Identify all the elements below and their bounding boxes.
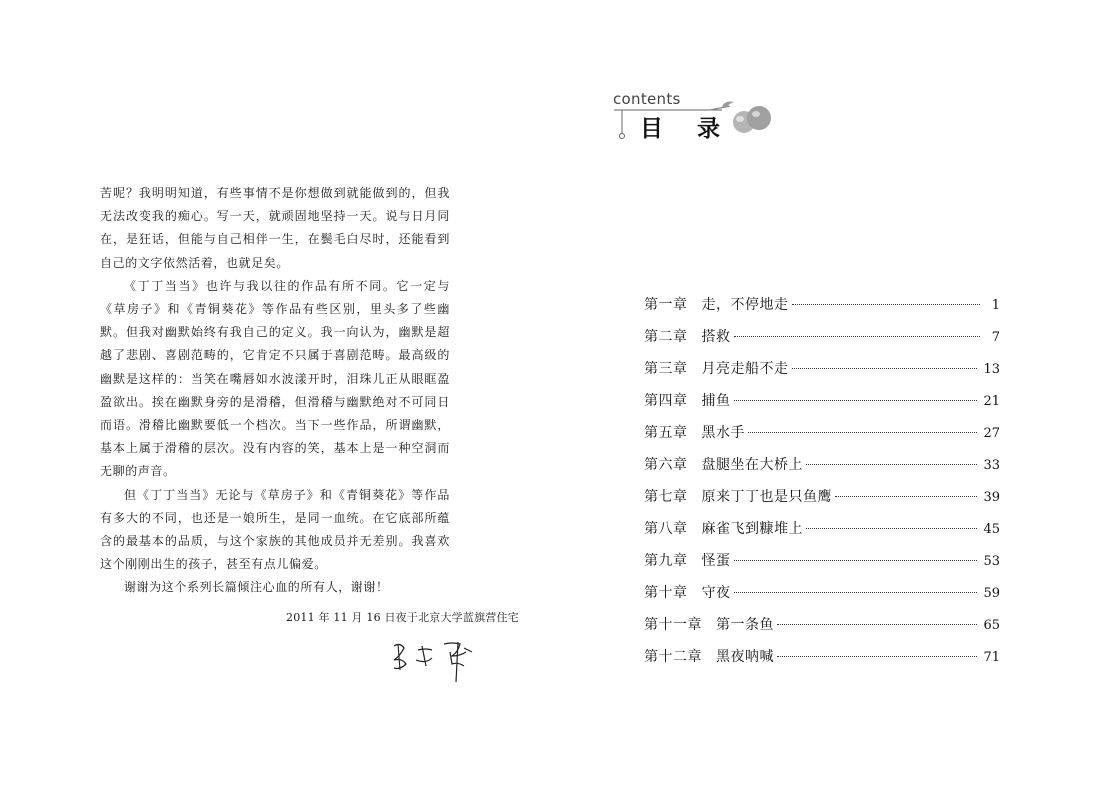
toc-page-number: 65 (983, 618, 1000, 633)
toc-leader (792, 303, 981, 305)
toc-leader (777, 623, 977, 625)
toc-leader (734, 559, 978, 561)
toc-chapter: 第十章 (644, 585, 688, 601)
toc-chapter: 第六章 (644, 457, 688, 473)
toc-title: 走，不停地走 (701, 297, 789, 313)
toc-entry[interactable] (644, 614, 1000, 646)
toc-chapter: 第十二章 (644, 649, 702, 665)
toc-leader (734, 335, 981, 337)
toc-title: 月亮走船不走 (701, 361, 789, 377)
toc-entry[interactable] (644, 390, 1000, 422)
page-title: 目 录 (640, 115, 734, 142)
essay-paragraph: 但《丁丁当当》无论与《草房子》和《青铜葵花》等作品有多大的不同，也还是一娘所生，是同一血统。在它底部所蕴含的最基本的品质，与这个家族的其他成员并无差别。我喜欢这个刚刚出生的孩子，甚至有点儿偏爱。 (100, 487, 450, 572)
toc-leader (734, 399, 978, 401)
toc-page-number: 7 (991, 330, 1000, 345)
toc-chapter: 第二章 (644, 329, 688, 345)
toc-page-number: 27 (983, 426, 1000, 441)
toc-entry[interactable] (644, 550, 1000, 582)
toc-entry[interactable] (644, 486, 1000, 518)
table-of-contents (644, 294, 1000, 678)
toc-chapter: 第八章 (644, 521, 688, 537)
toc-page-number: 39 (983, 490, 1000, 505)
toc-title: 守夜 (701, 585, 731, 601)
toc-page-number: 1 (991, 298, 1000, 313)
essay-paragraph: 《丁丁当当》也许与我以往的作品有所不同。它一定与《草房子》和《青铜葵花》等作品有些区别，里头多了些幽默。但我对幽默始终有我自己的定义。我一向认为，幽默是超越了悲剧、喜剧范畴的，它肯定不只属于喜剧范畴。最高级的幽默是这样的：当笑在嘴唇如水波漾开时，泪珠儿正从眼眶盈盈欲出。挨在幽默身旁的是滑稽，但滑稽与幽默绝对不可同日而语。滑稽比幽默要低一个档次。当下一些作品，所谓幽默，基本上属于滑稽的层次。没有内容的笑，基本上是一种空洞而无聊的声音。 (100, 278, 450, 479)
toc-leader (777, 655, 977, 657)
toc-chapter: 第七章 (644, 489, 688, 505)
toc-chapter: 第一章 (644, 297, 688, 313)
toc-page-number: 71 (983, 650, 1000, 665)
contents-label: contents (613, 90, 681, 108)
toc-title: 第一条鱼 (716, 617, 774, 633)
toc-title: 搭救 (701, 329, 731, 345)
toc-entry[interactable] (644, 326, 1000, 358)
toc-page-number: 53 (983, 554, 1000, 569)
toc-chapter: 第九章 (644, 553, 688, 569)
toc-entry[interactable] (644, 422, 1000, 454)
toc-leader (835, 495, 977, 497)
toc-entry[interactable] (644, 294, 1000, 326)
right-page (548, 0, 1096, 786)
toc-chapter: 第十一章 (644, 617, 702, 633)
toc-entry[interactable] (644, 646, 1000, 678)
toc-header (610, 88, 780, 144)
toc-page-number: 59 (983, 586, 1000, 601)
toc-title: 捕鱼 (701, 393, 731, 409)
toc-title: 盘腿坐在大桥上 (701, 457, 803, 473)
date-line: 2011 年 11 月 16 日夜于北京大学蓝旗营住宅 (286, 611, 519, 624)
toc-page-number: 33 (983, 458, 1000, 473)
toc-leader (748, 431, 977, 433)
toc-entry[interactable] (644, 454, 1000, 486)
toc-entry[interactable] (644, 358, 1000, 390)
toc-page-number: 21 (983, 394, 1000, 409)
essay-paragraph: 苦呢？我明明知道，有些事情不是你想做到就能做到的，但我无法改变我的痴心。写一天，就顽固地坚持一天。说与日月同在，是狂话，但能与自己相伴一生，在鬓毛白尽时，还能看到自己的文字依然活着，也就足矣。 (100, 186, 450, 270)
toc-entry[interactable] (644, 518, 1000, 550)
toc-title: 原来丁丁也是只鱼鹰 (701, 489, 832, 505)
toc-chapter: 第三章 (644, 361, 688, 377)
toc-leader (734, 591, 978, 593)
essay-paragraph: 谢谢为这个系列长篇倾注心血的所有人，谢谢！ (124, 580, 389, 595)
toc-leader (806, 527, 977, 529)
toc-chapter: 第四章 (644, 393, 688, 409)
essay-text (100, 182, 450, 600)
toc-page-number: 13 (983, 362, 1000, 377)
toc-leader (792, 367, 978, 369)
toc-page-number: 45 (983, 522, 1000, 537)
toc-title: 怪蛋 (701, 553, 731, 569)
toc-title: 黑水手 (701, 425, 745, 441)
gourd-icon (610, 88, 780, 144)
toc-title: 麻雀飞到糠堆上 (701, 521, 803, 537)
toc-entry[interactable] (644, 582, 1000, 614)
toc-chapter: 第五章 (644, 425, 688, 441)
toc-leader (806, 463, 977, 465)
toc-title: 黑夜呐喊 (716, 649, 774, 665)
signature-icon (388, 636, 478, 688)
